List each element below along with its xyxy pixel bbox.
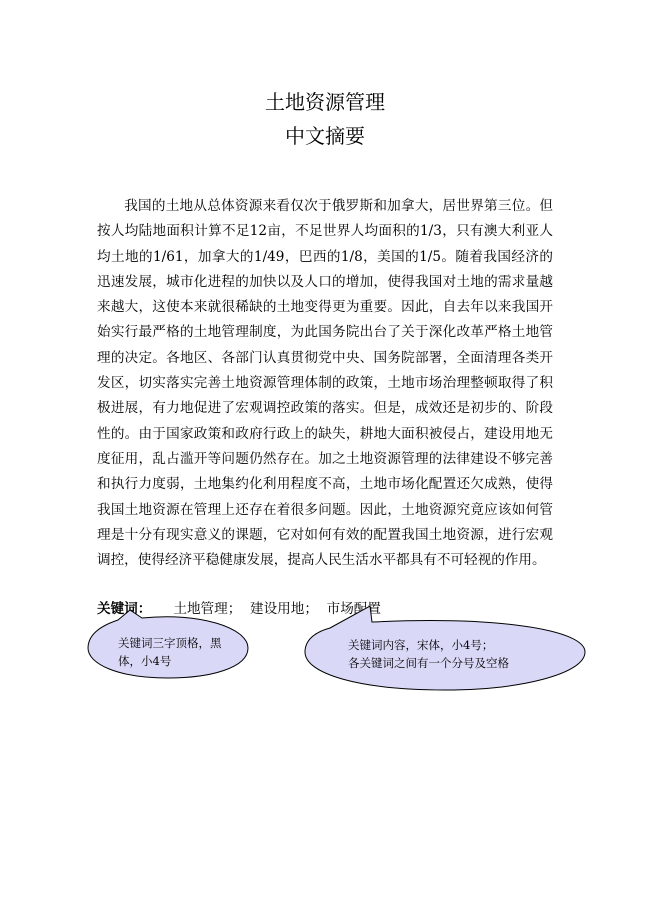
document-title: 土地资源管理 bbox=[265, 90, 385, 114]
keyword-item: 市场配置 bbox=[326, 601, 381, 617]
keywords-label: 关键词： bbox=[97, 601, 152, 617]
abstract-heading: 中文摘要 bbox=[285, 124, 365, 148]
keyword-item: 建设用地； bbox=[250, 601, 318, 617]
right-callout-line: 关键词内容，宋体，小4号； bbox=[348, 638, 494, 652]
left-callout-text: 关键词三字顶格，黑体，小4号 bbox=[118, 636, 222, 668]
right-callout-line: 各关键词之间有一个分号及空格 bbox=[348, 656, 509, 670]
keyword-item: 土地管理； bbox=[173, 601, 242, 617]
right-callout-text bbox=[348, 636, 558, 672]
abstract-paragraph: 我国的土地从总体资源来看仅次于俄罗斯和加拿大，居世界第三位。但按人均陆地面积计算不足12亩，不足世界人均面积的1/3，只有澳大利亚人均土地的1/61，加拿大的1/49，巴西的1/8，美国的1/5。随着我国经济的迅速发展，城市化进程的加快以及人口的增加，使得我国对土地的需求量越来越大，这使本来就很稀缺的土地变得更为重要。因此，自去年以来我国开始实行最严格的土地管理制度，为此国务院出台了关于深化改革严格土地管理的决定。各地区、各部门认真贯彻党中央、国务院部署，全面清理各类开发区，切实落实完善土地资源管理体制的政策，土地市场治理整顿取得了积极进展，有力地促进了宏观调控政策的落实。但是，成效还是初步的、阶段性的。由于国家政策和政府行政上的缺失，耕地大面积被侵占，建设用地无度征用，乱占滥开等问题仍然存在。加之土地资源管理的法律建设不够完善和执行力度弱，土地集约化利用程度不高，土地市场化配置还欠成熟，使得我国土地资源在管理上还存在着很多问题。因此，土地资源究竟应该如何管理是十分有现实意义的课题，它对如何有效的配置我国土地资源，进行宏观调控，使得经济平稳健康发展，提高人民生活水平都具有不可轻视的作用。 bbox=[97, 198, 553, 569]
